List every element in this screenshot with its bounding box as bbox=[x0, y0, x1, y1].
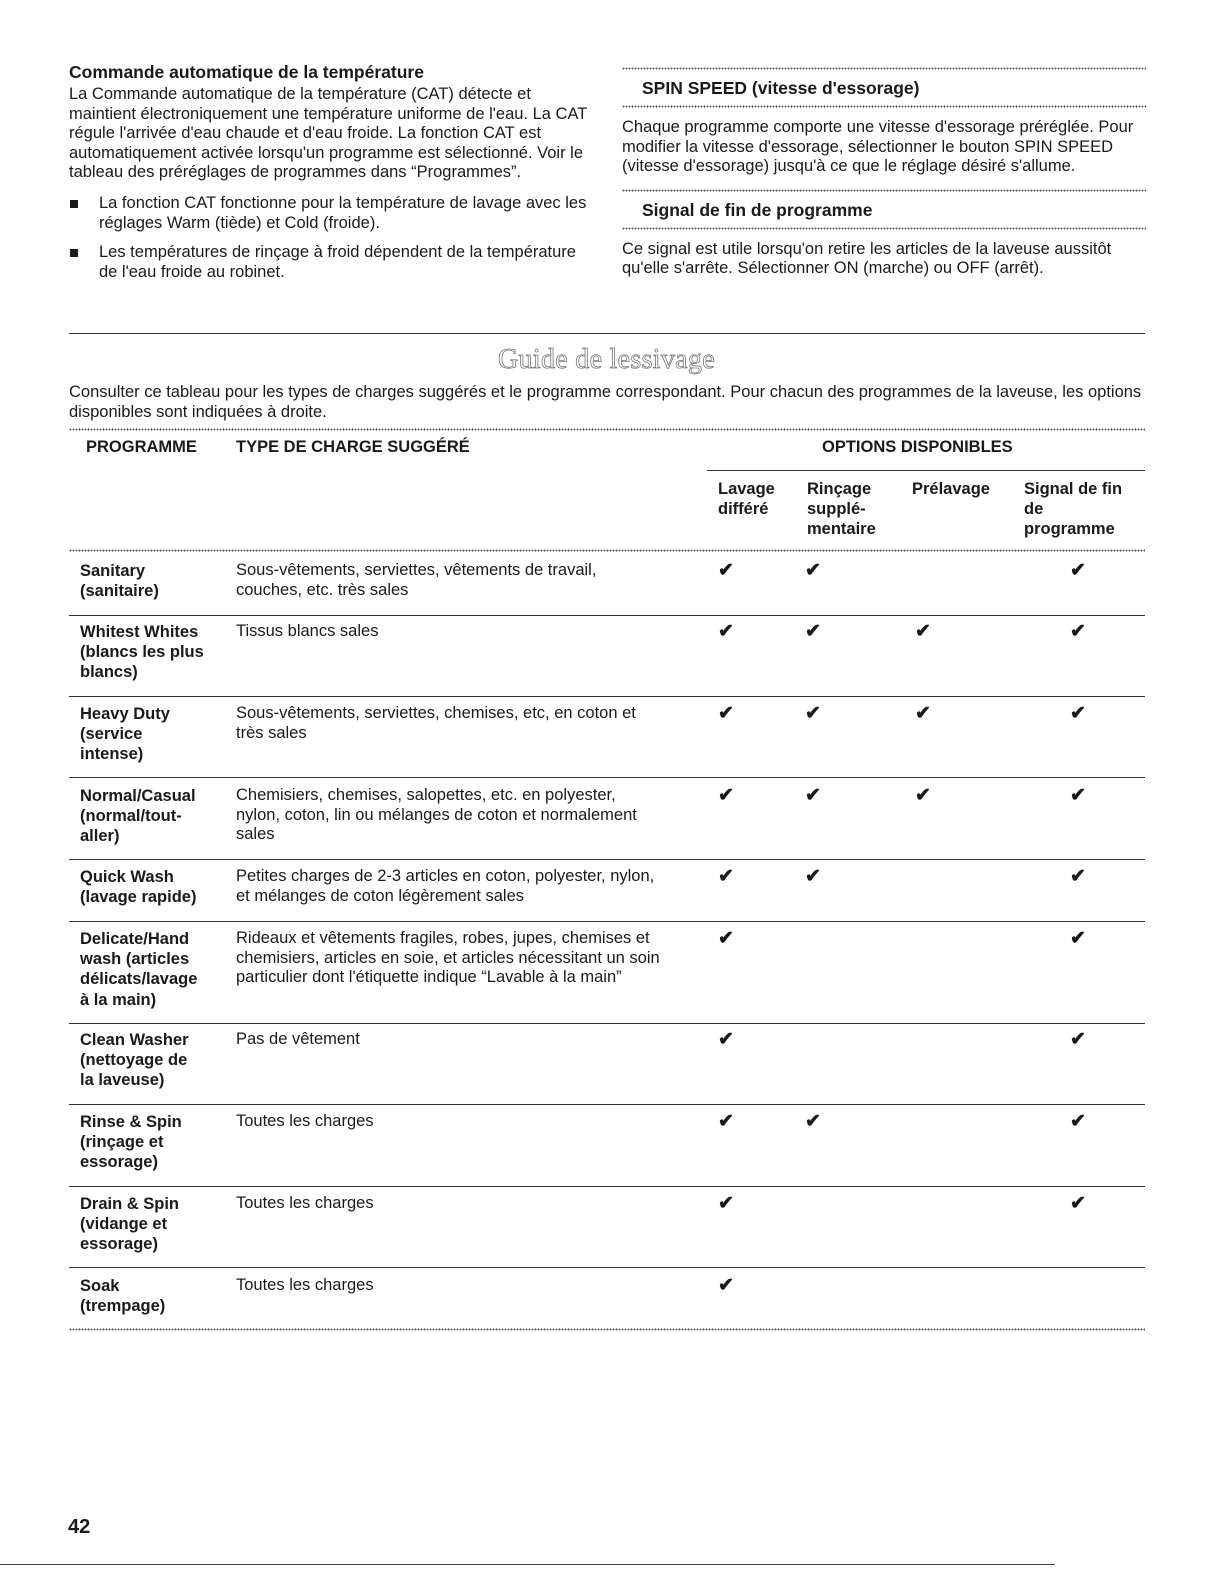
row-divider bbox=[69, 777, 1145, 778]
programme-name-line: (vidange et bbox=[80, 1215, 168, 1234]
programme-name-line: intense) bbox=[80, 745, 144, 764]
row-divider bbox=[69, 921, 1145, 922]
programme-name-line: (blancs les plus bbox=[80, 643, 204, 662]
programme-name-line: la laveuse) bbox=[80, 1071, 165, 1090]
programme-name bbox=[80, 929, 230, 1010]
cat-bullet-text: Les températures de rinçage à froid dépendent de la température de l'eau froide au robinet. bbox=[99, 243, 576, 281]
check-mark-icon: ✔ bbox=[718, 785, 734, 806]
table-top-dotted-divider bbox=[69, 428, 1145, 431]
cat-body: La Commande automatique de la température (CAT) détecte et maintient électroniquement une température uniforme de l'eau. La CAT régule l'arrivée d'eau chaude et d'eau froide. La fonction CAT est automatiquement activée lorsqu'un programme est sélectionné. Voir le tableau des préréglages de programmes dans “Programmes”. bbox=[69, 85, 588, 182]
programme-name-line: (normal/tout- bbox=[80, 807, 182, 826]
charge-type-line: Petites charges de 2-3 articles en coton, polyester, nylon, bbox=[236, 867, 655, 885]
row-divider bbox=[69, 1267, 1145, 1268]
check-mark-icon: ✔ bbox=[915, 703, 931, 724]
programme-name bbox=[80, 1194, 230, 1255]
check-mark-icon: ✔ bbox=[718, 621, 734, 642]
check-mark-icon: ✔ bbox=[915, 621, 931, 642]
charge-type-line: chemisiers, articles en soie, et articles nécessitant un soin bbox=[236, 948, 660, 967]
check-mark-icon: ✔ bbox=[1070, 785, 1086, 806]
programme-name bbox=[80, 704, 230, 765]
charge-type bbox=[236, 867, 711, 906]
check-mark-icon: ✔ bbox=[718, 560, 734, 581]
check-mark-icon: ✔ bbox=[718, 1029, 734, 1050]
option-header-line: Prélavage bbox=[912, 480, 990, 498]
charge-type-line: Sous-vêtements, serviettes, vêtements de travail, bbox=[236, 561, 597, 579]
check-mark-icon: ✔ bbox=[805, 785, 821, 806]
programme-name-line: délicats/lavage bbox=[80, 970, 198, 989]
programme-name-line: Whitest Whites bbox=[80, 623, 199, 641]
page-bottom-rule bbox=[0, 1564, 1055, 1565]
options-header-divider bbox=[707, 470, 1145, 471]
programme-name-line: Rinse & Spin bbox=[80, 1113, 182, 1131]
charge-type-line: particulier dont l'étiquette indique “Lavable à la main” bbox=[236, 968, 622, 987]
row-divider bbox=[69, 1186, 1145, 1187]
charge-type bbox=[236, 786, 711, 845]
programme-name-line: aller) bbox=[80, 827, 120, 846]
check-mark-icon: ✔ bbox=[718, 1275, 734, 1296]
check-mark-icon: ✔ bbox=[718, 1111, 734, 1132]
programme-name-line: (sanitaire) bbox=[80, 582, 159, 601]
option-header-line: Lavage bbox=[718, 480, 775, 498]
row-divider bbox=[69, 615, 1145, 616]
table-header-dotted-divider bbox=[69, 549, 1145, 552]
programme-name-line: essorage) bbox=[80, 1235, 158, 1254]
charge-type-line: Tissus blancs sales bbox=[236, 622, 379, 640]
cat-bullet-text: La fonction CAT fonctionne pour la température de lavage avec les réglages Warm (tiède) et Cold (froide). bbox=[99, 193, 587, 232]
check-mark-icon: ✔ bbox=[718, 866, 734, 887]
row-divider bbox=[69, 696, 1145, 697]
programme-name-line: essorage) bbox=[80, 1153, 158, 1172]
charge-type bbox=[236, 1030, 711, 1050]
charge-type bbox=[236, 561, 711, 600]
charge-type-line: sales bbox=[236, 825, 275, 844]
option-header-line: Signal de fin bbox=[1024, 480, 1123, 498]
check-mark-icon: ✔ bbox=[1070, 703, 1086, 724]
check-mark-icon: ✔ bbox=[805, 866, 821, 887]
check-mark-icon: ✔ bbox=[1070, 1193, 1086, 1214]
dotted-divider bbox=[622, 227, 1146, 230]
charge-type-line: couches, etc. très sales bbox=[236, 580, 409, 599]
option-header-line: supplé- bbox=[807, 500, 866, 518]
check-mark-icon: ✔ bbox=[805, 1111, 821, 1132]
charge-type bbox=[236, 622, 711, 642]
options-sections bbox=[622, 67, 1146, 291]
charge-type-line: Sous-vêtements, serviettes, chemises, etc, en coton et bbox=[236, 704, 636, 722]
check-mark-icon: ✔ bbox=[1070, 621, 1086, 642]
check-mark-icon: ✔ bbox=[1070, 1029, 1086, 1050]
cat-bullets bbox=[69, 194, 589, 282]
header-charge-type: TYPE DE CHARGE SUGGÉRÉ bbox=[236, 438, 470, 456]
programme-name bbox=[80, 1276, 230, 1316]
check-mark-icon: ✔ bbox=[718, 928, 734, 949]
programme-name bbox=[80, 561, 230, 601]
check-mark-icon: ✔ bbox=[915, 785, 931, 806]
option-header-line: mentaire bbox=[807, 520, 876, 538]
programme-name bbox=[80, 1112, 230, 1173]
guide-intro: Consulter ce tableau pour les types de charges suggérés et le programme correspondant. Pour chacun des programmes de la laveuse, les options disponibles sont indiquées à droite. bbox=[69, 383, 1142, 421]
programme-name-line: Heavy Duty bbox=[80, 705, 170, 723]
charge-type-line: très sales bbox=[236, 723, 307, 742]
programme-name-line: Drain & Spin bbox=[80, 1195, 180, 1213]
programme-name bbox=[80, 622, 230, 683]
cat-bullet bbox=[69, 194, 589, 233]
dotted-divider bbox=[622, 105, 1146, 108]
guide-title: Guide de lessivage bbox=[498, 344, 715, 375]
cat-bullet bbox=[69, 243, 589, 282]
table-bottom-dotted-divider bbox=[69, 1328, 1145, 1331]
programme-name-line: à la main) bbox=[80, 990, 157, 1009]
programme-name-line: wash (articles bbox=[80, 950, 190, 969]
option-header-line: programme bbox=[1024, 520, 1115, 538]
header-programme: PROGRAMME bbox=[86, 438, 197, 456]
programme-name-line: Soak bbox=[80, 1277, 120, 1295]
programme-name-line: (rinçage et bbox=[80, 1133, 164, 1152]
charge-type bbox=[236, 704, 711, 743]
charge-type-line: Pas de vêtement bbox=[236, 1030, 360, 1048]
spin-speed-title: SPIN SPEED (vitesse d'essorage) bbox=[642, 78, 920, 98]
end-signal-body: Ce signal est utile lorsqu'on retire les articles de la laveuse aussitôt qu'elle s'arrête. Sélectionner ON (marche) ou OFF (arrêt). bbox=[622, 239, 1112, 278]
option-header-line: de bbox=[1024, 500, 1044, 518]
check-mark-icon: ✔ bbox=[805, 560, 821, 581]
charge-type-line: Chemisiers, chemises, salopettes, etc. en polyester, bbox=[236, 786, 616, 804]
option-header-end-signal bbox=[1024, 479, 1122, 539]
charge-type-line: Toutes les charges bbox=[236, 1194, 374, 1212]
check-mark-icon: ✔ bbox=[718, 1193, 734, 1214]
option-header-line: Rinçage bbox=[807, 480, 872, 498]
option-header-prewash bbox=[912, 479, 990, 499]
programme-name-line: Clean Washer bbox=[80, 1031, 189, 1049]
programme-name bbox=[80, 1030, 230, 1091]
programme-name-line: (nettoyage de bbox=[80, 1051, 188, 1070]
check-mark-icon: ✔ bbox=[718, 703, 734, 724]
programme-name-line: (lavage rapide) bbox=[80, 888, 197, 907]
row-divider bbox=[69, 1104, 1145, 1105]
section-divider bbox=[69, 333, 1145, 334]
charge-type-line: nylon, coton, lin ou mélanges de coton et normalement bbox=[236, 805, 637, 824]
charge-type-line: et mélanges de coton légèrement sales bbox=[236, 886, 525, 905]
charge-type bbox=[236, 1112, 711, 1132]
programme-name bbox=[80, 786, 230, 847]
option-header-line: différé bbox=[718, 500, 769, 518]
programme-name-line: Sanitary bbox=[80, 562, 146, 580]
charge-type-line: Toutes les charges bbox=[236, 1276, 374, 1294]
charge-type bbox=[236, 929, 711, 988]
programme-name-line: Delicate/Hand bbox=[80, 930, 190, 948]
check-mark-icon: ✔ bbox=[1070, 866, 1086, 887]
option-header-extra-rinse bbox=[807, 479, 876, 539]
programme-name-line: Quick Wash bbox=[80, 868, 174, 886]
cat-title: Commande automatique de la température bbox=[69, 62, 424, 82]
dotted-divider bbox=[622, 189, 1146, 192]
check-mark-icon: ✔ bbox=[1070, 560, 1086, 581]
bullet-square-icon bbox=[70, 249, 78, 257]
page-number: 42 bbox=[68, 1516, 91, 1538]
row-divider bbox=[69, 1023, 1145, 1024]
programme-name-line: (service bbox=[80, 725, 143, 744]
dotted-divider bbox=[622, 67, 1146, 70]
charge-type-line: Rideaux et vêtements fragiles, robes, jupes, chemises et bbox=[236, 929, 650, 947]
charge-type-line: Toutes les charges bbox=[236, 1112, 374, 1130]
end-signal-title: Signal de fin de programme bbox=[642, 199, 873, 220]
charge-type bbox=[236, 1276, 711, 1296]
check-mark-icon: ✔ bbox=[805, 621, 821, 642]
programme-name bbox=[80, 867, 230, 907]
cat-section bbox=[69, 62, 589, 292]
check-mark-icon: ✔ bbox=[805, 703, 821, 724]
option-header-delayed-wash bbox=[718, 479, 775, 519]
charge-type bbox=[236, 1194, 711, 1214]
spin-speed-body: Chaque programme comporte une vitesse d'essorage préréglée. Pour modifier la vitesse d'essorage, sélectionner le bouton SPIN SPEED (vitesse d'essorage) jusqu'à ce que le réglage désiré s'allume. bbox=[622, 118, 1134, 176]
bullet-square-icon bbox=[70, 200, 78, 208]
programme-name-line: blancs) bbox=[80, 663, 138, 682]
programme-name-line: (trempage) bbox=[80, 1297, 166, 1316]
check-mark-icon: ✔ bbox=[1070, 1111, 1086, 1132]
programme-name-line: Normal/Casual bbox=[80, 787, 196, 805]
row-divider bbox=[69, 859, 1145, 860]
header-options: OPTIONS DISPONIBLES bbox=[822, 438, 1013, 456]
check-mark-icon: ✔ bbox=[1070, 928, 1086, 949]
